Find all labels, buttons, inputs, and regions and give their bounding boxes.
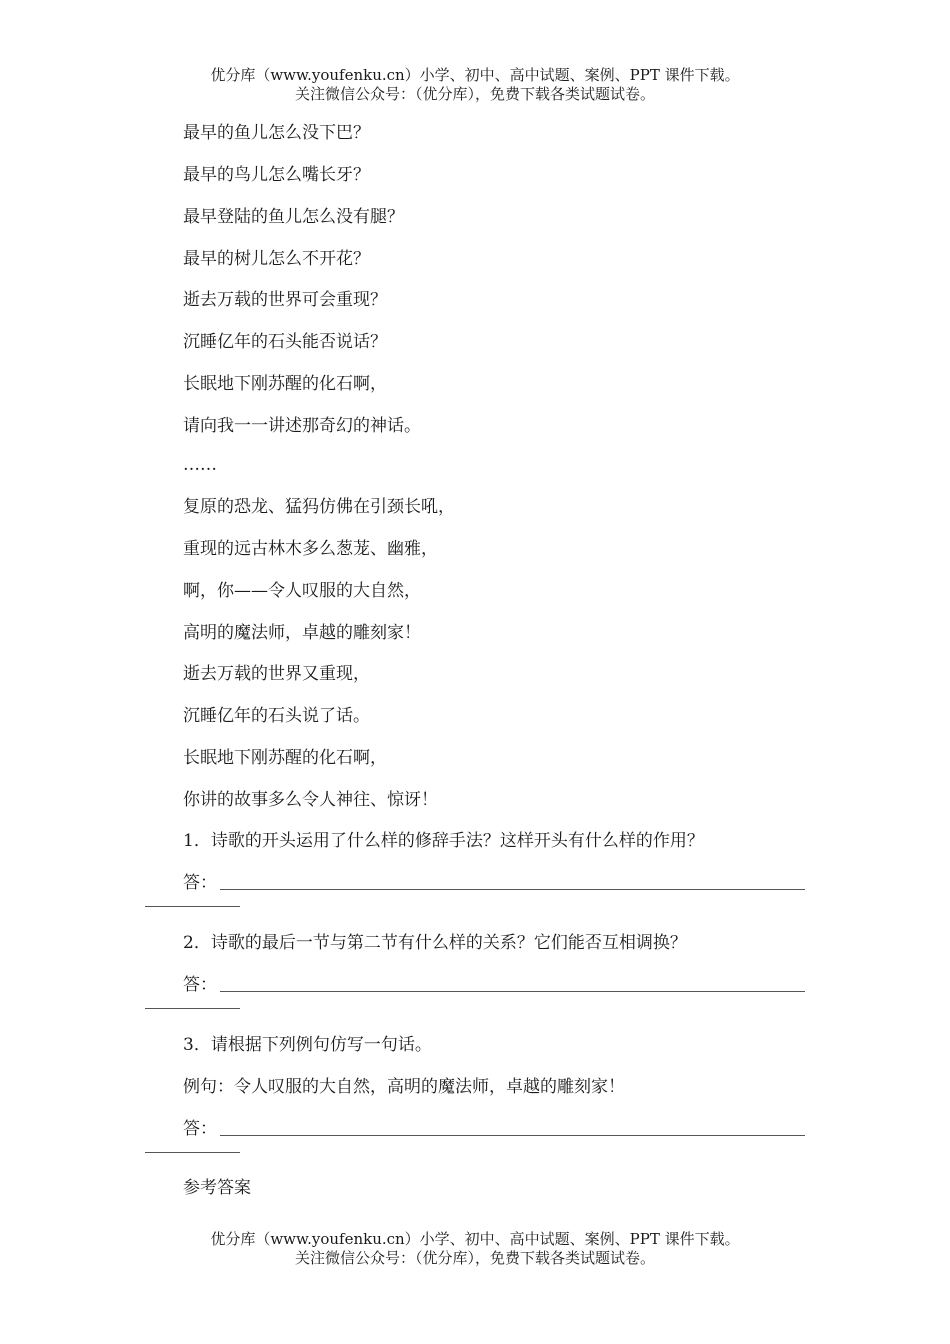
question-1-text: 1．诗歌的开头运用了什么样的修辞手法？这样开头有什么样的作用？ <box>183 831 704 851</box>
poem-line: 长眠地下刚苏醒的化石啊， <box>183 374 387 394</box>
answer-label: 答： <box>183 975 217 995</box>
poem-line: 最早的树儿怎么不开花？ <box>183 249 370 269</box>
header-line-2: 关注微信公众号：（优分库），免费下载各类试题试卷。 <box>294 85 655 103</box>
poem-line: 复原的恐龙、猛犸仿佛在引颈长吼， <box>183 497 455 517</box>
question-2-text: 2．诗歌的最后一节与第二节有什么样的关系？它们能否互相调换？ <box>183 933 687 953</box>
poem-line: 你讲的故事多么令人神往、惊讶！ <box>183 790 438 810</box>
answer-3-row <box>183 1118 217 1140</box>
answer-label: 答： <box>183 873 217 893</box>
poem-line: 啊，你——令人叹服的大自然， <box>183 581 421 601</box>
poem-line: 请向我一一讲述那奇幻的神话。 <box>183 416 421 436</box>
poem-line: 高明的魔法师，卓越的雕刻家！ <box>183 623 421 643</box>
answer-2-continuation-line <box>145 1008 240 1009</box>
answer-2-row <box>183 974 217 996</box>
answer-1-blank[interactable] <box>220 889 805 890</box>
page-footer <box>0 1230 950 1268</box>
poem-line: 重现的远古林木多么葱茏、幽雅， <box>183 539 438 559</box>
question-3-text: 3．请根据下列例句仿写一句话。 <box>183 1035 432 1055</box>
answer-3-blank[interactable] <box>220 1135 805 1136</box>
poem-line: 最早的鱼儿怎么没下巴？ <box>183 123 370 143</box>
poem-line: 最早的鸟儿怎么嘴长牙？ <box>183 165 370 185</box>
reference-answer-title: 参考答案 <box>183 1178 251 1198</box>
answer-1-continuation-line <box>145 906 240 907</box>
poem-line: 沉睡亿年的石头能否说话？ <box>183 332 387 352</box>
poem-line: 沉睡亿年的石头说了话。 <box>183 706 370 726</box>
footer-line-2: 关注微信公众号：（优分库），免费下载各类试题试卷。 <box>294 1249 655 1267</box>
poem-line: 长眠地下刚苏醒的化石啊， <box>183 748 387 768</box>
answer-3-continuation-line <box>145 1152 240 1153</box>
page-header <box>0 66 950 104</box>
answer-2-blank[interactable] <box>220 991 805 992</box>
poem-ellipsis: …… <box>183 455 217 475</box>
question-3-example: 例句：令人叹服的大自然，高明的魔法师，卓越的雕刻家！ <box>183 1077 625 1097</box>
poem-line: 最早登陆的鱼儿怎么没有腿？ <box>183 207 404 227</box>
answer-1-row <box>183 872 217 894</box>
poem-line: 逝去万载的世界又重现， <box>183 664 370 684</box>
header-line-1: 优分库（www.youfenku.cn）小学、初中、高中试题、案例、PPT 课件下载。 <box>210 66 740 84</box>
poem-line: 逝去万载的世界可会重现？ <box>183 290 387 310</box>
footer-line-1: 优分库（www.youfenku.cn）小学、初中、高中试题、案例、PPT 课件下载。 <box>210 1230 740 1248</box>
answer-label: 答： <box>183 1119 217 1139</box>
